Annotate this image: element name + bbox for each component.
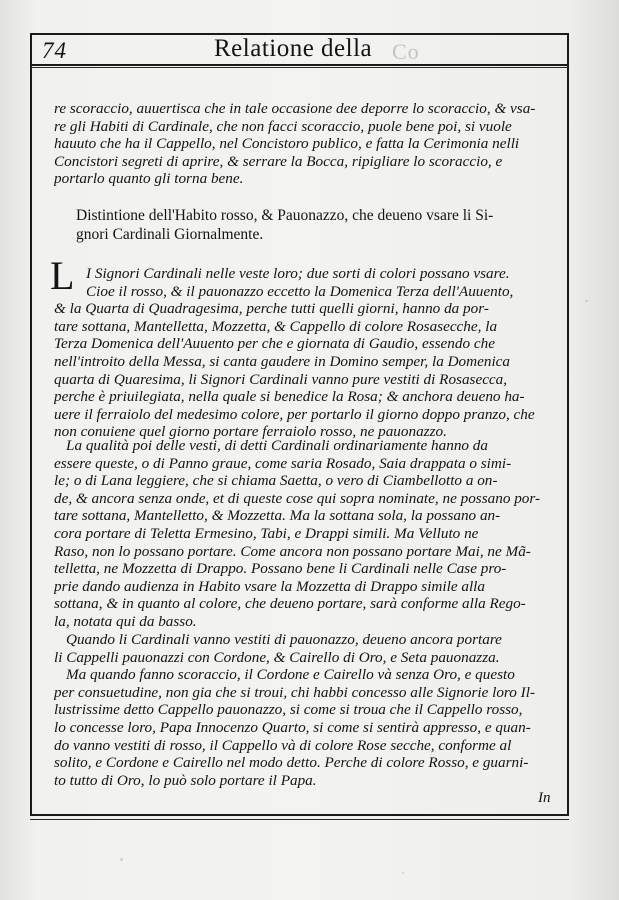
text-line: cora portare di Teletta Ermesino, Tabi, e Drappi simili. Ma Velluto ne: [54, 524, 479, 542]
section-title-line: Distintione dell'Habito rosso, & Pauonazzo, che deueno vsare li Si-: [76, 207, 494, 224]
text-line: re gli Habiti di Cardinale, che non facci scoraccio, puole bene poi, si vuole: [54, 117, 512, 135]
text-line: li Cappelli pauonazzi con Cordone, & Cairello di Oro, e Seta pauonazza.: [54, 648, 500, 666]
page-number: 74: [42, 38, 67, 63]
text-line: Concistori segreti di aprire, & serrare la Bocca, ripigliare lo scoraccio, e: [54, 152, 503, 170]
text-line: le; o di Lana leggiere, che si chiama Saetta, o vero di Ciambellotto a on-: [54, 472, 498, 490]
header-rule-thin: [30, 67, 569, 68]
paragraph-4: [54, 631, 566, 789]
text-line: Quando li Cardinali vanno vestiti di pauonazzo, deueno ancora portare: [66, 631, 502, 648]
paper-speck: [585, 300, 588, 302]
text-line: non conuiene quel giorno portare ferraiolo rosso, ne pauonazzo.: [54, 423, 447, 441]
section-title-line: gnori Cardinali Giornalmente.: [76, 226, 264, 243]
paragraph-3: [54, 437, 566, 631]
text-line: essere queste, o di Panno graue, come saria Rosado, Saia drappata o simi-: [54, 454, 512, 472]
text-line: to tutto di Oro, lo può solo portare il Papa.: [54, 771, 317, 789]
drop-cap: L: [50, 253, 75, 298]
text-line: quarta di Quaresima, li Signori Cardinali vanno pure vestiti di Rosasecca,: [54, 370, 508, 388]
show-through-text: Co: [392, 39, 420, 64]
catchword: In: [538, 790, 551, 806]
text-line: telletta, ne Mozzetta di Drappo. Possano bene li Cardinali nelle Case pro-: [54, 560, 507, 578]
text-line: I Signori Cardinali nelle veste loro; due sorti di colori possano vsare.: [86, 265, 510, 282]
text-line: hauuto che ha il Cappello, nel Concistoro publico, e fatta la Cerimonia nelli: [54, 135, 520, 153]
text-line: Ma quando fanno scoraccio, il Cordone e Cairello và senza Oro, e questo: [66, 666, 515, 684]
text-line: portarlo quanto gli torna bene.: [54, 170, 244, 188]
text-line: sottana, & in quanto al colore, che deueno portare, sarà conforme alla Rego-: [54, 595, 526, 613]
text-line: la, notata qui da basso.: [54, 612, 197, 630]
text-line: uere il ferraiolo del medesimo colore, per portarlo il giorno doppo pranzo, che: [54, 405, 535, 423]
text-line: Cioe il rosso, & il pauonazzo eccetto la Domenica Terza dell'Auuento,: [86, 282, 514, 300]
text-line: lo concesse loro, Papa Innocenzo Quarto, si come si sentirà appresso, e quan-: [54, 718, 531, 736]
running-head: Relatione della: [214, 35, 373, 62]
text-line: nell'introito della Messa, si canta gaudere in Domino semper, la Domenica: [54, 352, 511, 370]
section-title: [76, 206, 576, 244]
text-line: do vanno vestiti di rosso, il Cappello và di colore Rose secche, conforme al: [54, 736, 512, 754]
text-line: prie dando audienza in Habito vsare la Mozzetta di Drappo simile alla: [54, 577, 485, 595]
text-line: tare sottana, Mantelletta, Mozzetta, & Cappello di colore Rosasecche, la: [54, 317, 498, 335]
text-line: per consuetudine, non gia che si troui, chi habbi concesso alle Signorie loro Il-: [54, 683, 536, 701]
text-line: de, & ancora senza onde, et di queste cose qui sopra nominate, ne possano por-: [54, 489, 541, 507]
text-line: re scoraccio, auuertisca che in tale occasione dee deporre lo scoraccio, & vsa-: [54, 100, 536, 117]
text-line: & la Quarta di Quadragesima, perche tutti quelli giorni, hanno da por-: [54, 300, 489, 318]
paragraph-1: [54, 100, 566, 188]
text-line: tare sottana, Mantelletto, & Mozzetta. Ma la sottana sola, la possano an-: [54, 507, 501, 525]
paragraph-2: [54, 265, 598, 441]
text-line: Terza Domenica dell'Auuento per che e giornata di Gaudio, essendo che: [54, 335, 495, 353]
paper-speck: [402, 872, 404, 874]
page-border-bottom-rule: [30, 819, 569, 820]
paper-speck: [120, 858, 123, 861]
text-line: perche è priuilegiata, nella quale si benedice la Rosa; & anchora deueno ha-: [54, 388, 525, 406]
text-line: lustrissime detto Cappello pauonazzo, si come si troua che il Cappello rosso,: [54, 701, 523, 719]
header-rule: [30, 64, 569, 66]
text-line: Raso, non lo possano portare. Come ancora non possano portare Mai, ne Mã-: [54, 542, 531, 560]
text-line: solito, e Cordone e Cairello nel modo detto. Perche di colore Rosso, e guarni-: [54, 754, 529, 772]
text-line: La qualità poi delle vesti, di detti Cardinali ordinariamente hanno da: [66, 437, 488, 454]
